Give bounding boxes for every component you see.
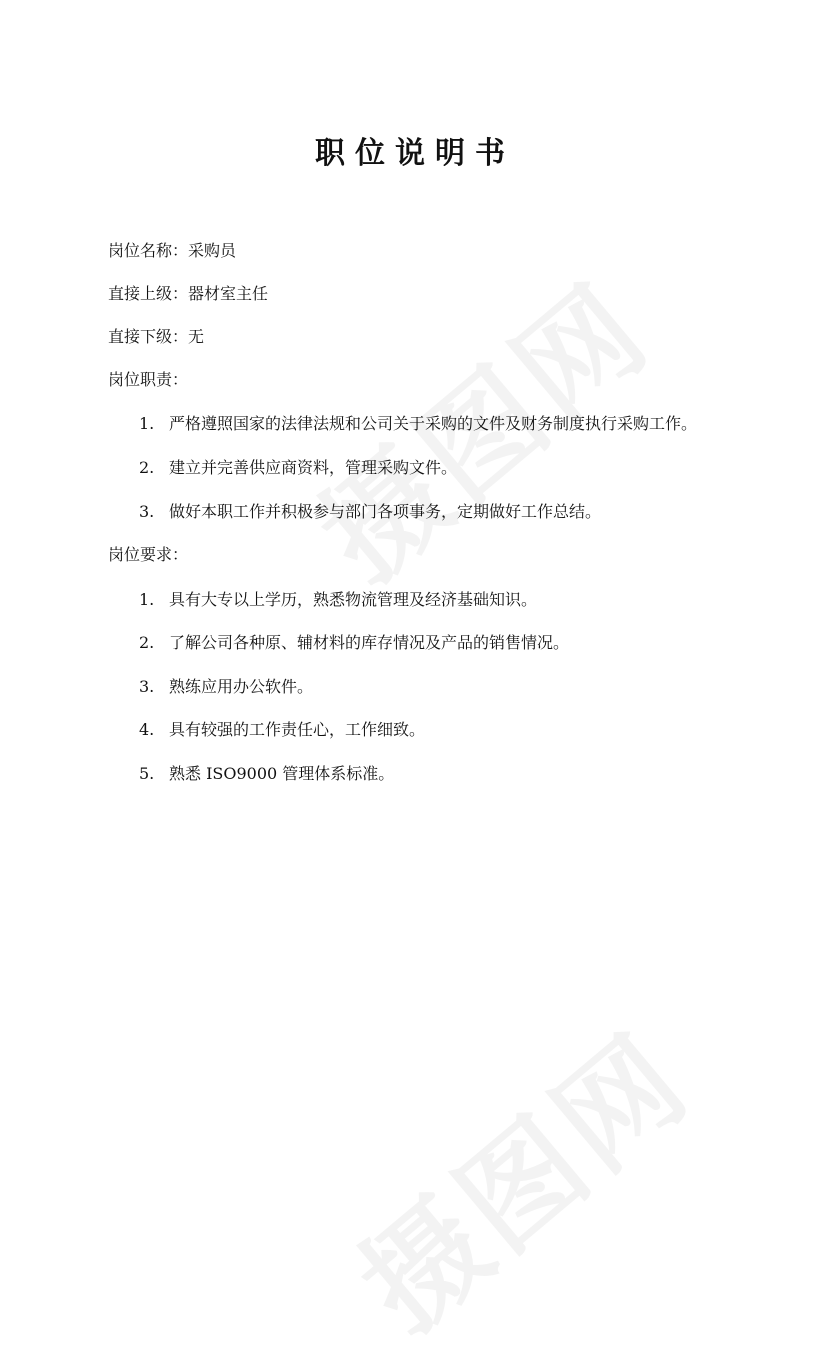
requirement-item-number: 4. [139,720,155,739]
requirement-item-number: 2. [139,633,155,652]
requirements-heading: 岗位要求： [108,545,189,564]
duty-item [139,501,601,523]
requirement-item [139,632,569,654]
duties-heading: 岗位职责： [108,370,189,389]
requirement-item-number: 1. [139,590,155,609]
requirement-item-text: 具有较强的工作责任心，工作细致。 [169,720,426,739]
subordinate-value: 无 [188,327,205,346]
position-name-label: 岗位名称： [108,241,189,260]
requirement-item-number: 3. [139,677,155,696]
duty-item [139,413,697,435]
requirement-item [139,763,394,785]
duty-item-text: 做好本职工作并积极参与部门各项事务，定期做好工作总结。 [169,502,602,521]
subordinate-row [108,326,204,348]
requirement-item [139,676,313,698]
requirement-item [139,719,425,741]
position-name-value: 采购员 [188,241,237,260]
position-name-row [108,240,236,262]
superior-value: 器材室主任 [188,284,269,303]
watermark [319,989,719,1363]
duty-item [139,457,457,479]
duty-item-text: 严格遵照国家的法律法规和公司关于采购的文件及财务制度执行采购工作。 [169,414,698,433]
page-title: 职位说明书 [315,136,515,171]
duty-item-number: 3. [139,502,155,521]
duty-item-number: 2. [139,458,155,477]
requirement-item-text: 熟悉 ISO9000 管理体系标准。 [169,764,395,783]
requirement-item-text: 具有大专以上学历，熟悉物流管理及经济基础知识。 [169,590,538,609]
requirement-item [139,589,537,611]
subordinate-label: 直接下级： [108,327,189,346]
requirement-item-text: 熟练应用办公软件。 [169,677,314,696]
requirement-item-number: 5. [139,764,155,783]
superior-row [108,283,268,305]
duty-item-number: 1. [139,414,155,433]
duty-item-text: 建立并完善供应商资料，管理采购文件。 [169,458,458,477]
superior-label: 直接上级： [108,284,189,303]
requirement-item-text: 了解公司各种原、辅材料的库存情况及产品的销售情况。 [169,633,570,652]
